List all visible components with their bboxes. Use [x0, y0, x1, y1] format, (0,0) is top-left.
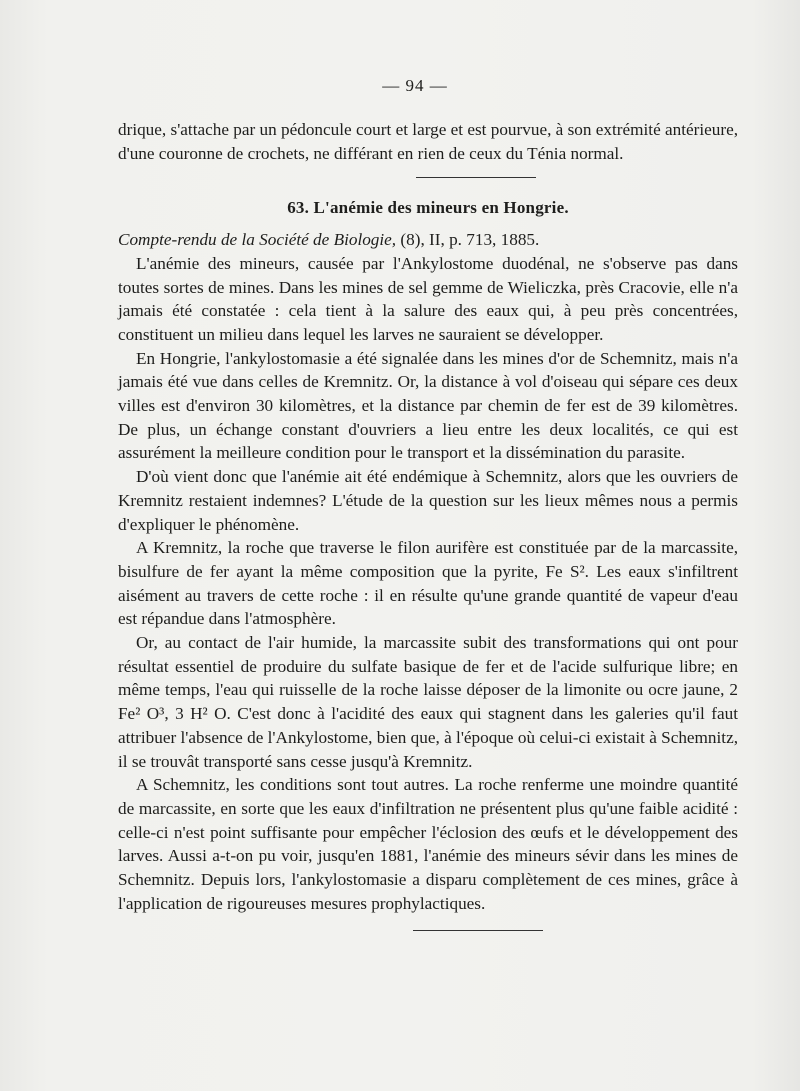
- citation-journal: Compte-rendu de la Société de Biologie,: [118, 230, 397, 250]
- paragraph: L'anémie des mineurs, causée par l'Ankylostome duodénal, ne s'observe pas dans toutes sortes de mines. Dans les mines de sel gemme de Wieliczka, près Cracovie, elle n'a jamais été constatée : cela tient à la salure des eaux qui, à peu près concentrées, constituent un milieu dans lequel les larves ne sauraient se développer.: [118, 253, 738, 344]
- paragraph-continued: drique, s'attache par un pédoncule court et large et est pourvue, à son extrémité antérieure, d'une couronne de crochets, ne différant en rien de ceux du Ténia normal.: [118, 120, 738, 163]
- section-citation: [118, 228, 738, 252]
- citation-details: (8), II, p. 713, 1885.: [396, 230, 540, 250]
- page-number: — 94 —: [382, 76, 448, 95]
- paragraph: A Schemnitz, les conditions sont tout autres. La roche renferme une moindre quantité de marcassite, en sorte que les eaux d'infiltration ne présentent plus qu'une faible acidité : celle-ci n'est point suffisante pour empêcher l'éclosion des œufs et le développement des larves. Aussi a-t-on pu voir, jusqu'en 1881, l'anémie des mineurs sévir dans les mines de Schemnitz. Depuis lors, l'ankylostomasie a disparu complètement de ces mines, grâce à l'application de rigoureuses mesures prophylactiques.: [118, 775, 738, 913]
- section-heading: 63. L'anémie des mineurs en Hongrie.: [287, 198, 569, 218]
- page-content: [118, 118, 738, 931]
- paragraph: A Kremnitz, la roche que traverse le filon aurifère est constituée par de la marcassite, bisulfure de fer ayant la même composition que la pyrite, Fe S². Les eaux s'infiltrent aisément au travers de cette roche : il en résulte qu'une grande quantité de vapeur d'eau est répandue dans l'atmosphère.: [118, 538, 738, 629]
- paragraph: En Hongrie, l'ankylostomasie a été signalée dans les mines d'or de Schemnitz, mais n'a jamais été vue dans celles de Kremnitz. Or, la distance à vol d'oiseau qui sépare ces deux villes est d'environ 30 kilomètres, et la distance par chemin de fer est de 39 kilomètres. De plus, un échange constant d'ouvriers a lieu entre les deux localités, ce qui est assurément la meilleure condition pour le transport et la dissémination du parasite.: [118, 348, 738, 463]
- section-divider: [416, 177, 536, 178]
- end-divider: [413, 930, 543, 931]
- paragraph: D'où vient donc que l'anémie ait été endémique à Schemnitz, alors que les ouvriers de Kremnitz restaient indemnes? L'étude de la question sur les lieux mêmes nous a permis d'expliquer le phénomène.: [118, 467, 738, 534]
- paragraph: Or, au contact de l'air humide, la marcassite subit des transformations qui ont pour résultat essentiel de produire du sulfate basique de fer et de l'acide sulfurique libre; en même temps, l'eau qui ruisselle de la roche laisse déposer de la limonite ou ocre jaune, 2 Fe² O³, 3 H² O. C'est donc à l'acidité des eaux qui stagnent dans les galeries qu'il faut attribuer l'absence de l'Ankylostome, bien que, à l'époque où celui-ci existait à Schemnitz, il se trouvât transporté sans cesse jusqu'à Kremnitz.: [118, 633, 738, 771]
